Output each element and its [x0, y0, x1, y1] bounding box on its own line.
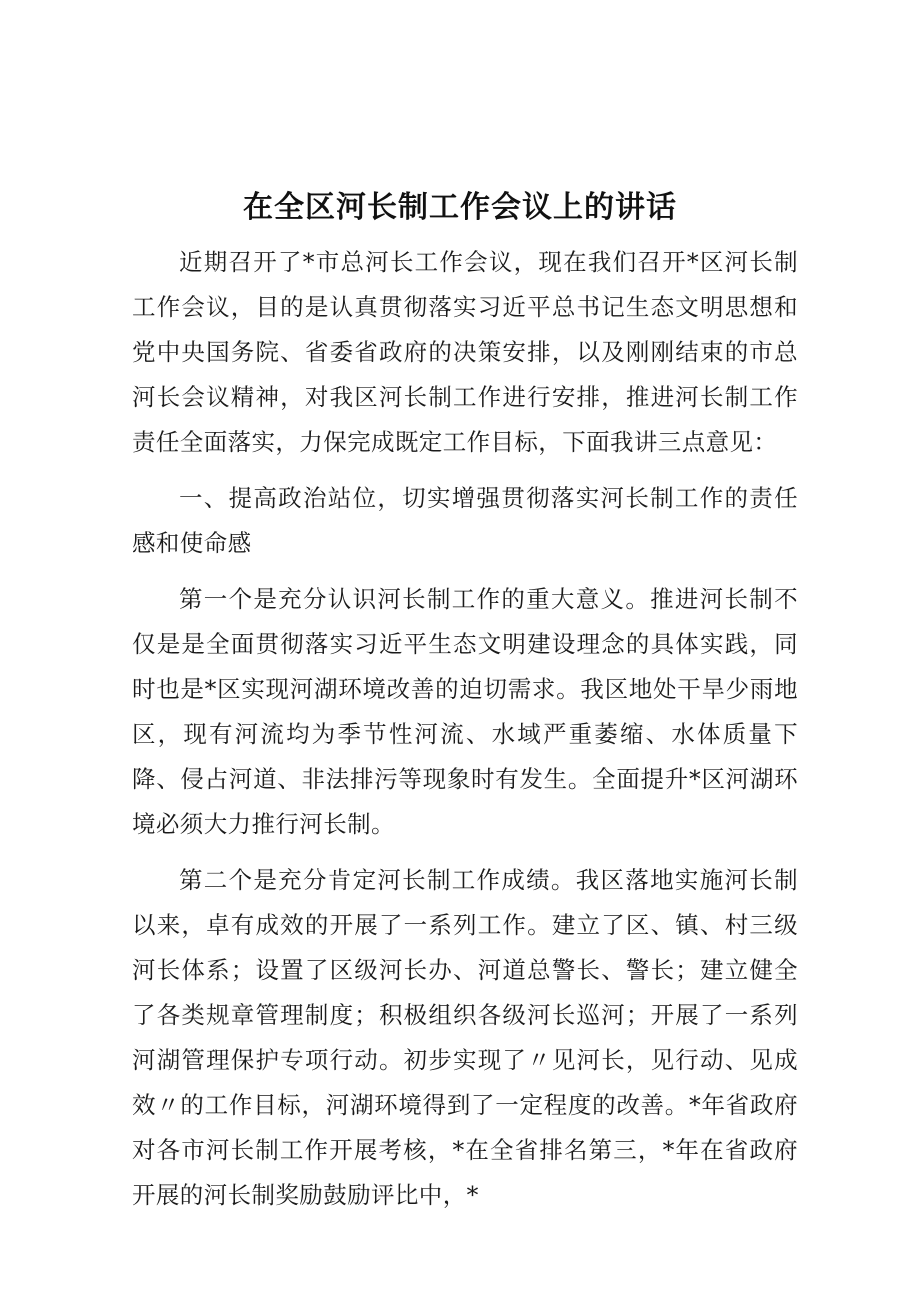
paragraph-achievements: 第二个是充分肯定河长制工作成绩。我区落地实施河长制以来，卓有成效的开展了一系列工作。建立了区、镇、村三级河长体系；设置了区级河长办、河道总警长、警长；建立健全了各类规章管理制度；积极组织各级河长巡河；开展了一系列河湖管理保护专项行动。初步实现了〃见河长，见行动、见成效〃的工作目标，河湖环境得到了一定程度的改善。*年省政府对各市河长制工作开展考核，*在全省排名第三，*年在省政府开展的河长制奖励鼓励评比中，*	[132, 866, 798, 1209]
document-title: 在全区河长制工作会议上的讲话	[243, 190, 677, 225]
paragraph-significance: 第一个是充分认识河长制工作的重大意义。推进河长制不仅是是全面贯彻落实习近平生态文明建设理念的具体实践，同时也是*区实现河湖环境改善的迫切需求。我区地处干旱少雨地区，现有河流均为季节性河流、水域严重萎缩、水体质量下降、侵占河道、非法排污等现象时有发生。全面提升*区河湖环境必须大力推行河长制。	[132, 585, 798, 838]
paragraph-section-heading-1: 一、提高政治站位，切实增强贯彻落实河长制工作的责任感和使命感	[132, 484, 798, 557]
document-body	[132, 240, 798, 1218]
paragraph-intro: 近期召开了*市总河长工作会议，现在我们召开*区河长制工作会议，目的是认真贯彻落实习近平总书记生态文明思想和党中央国务院、省委省政府的决策安排，以及刚刚结束的市总河长会议精神，对我区河长制工作进行安排，推进河长制工作责任全面落实，力保完成既定工作目标，下面我讲三点意见：	[132, 248, 798, 456]
